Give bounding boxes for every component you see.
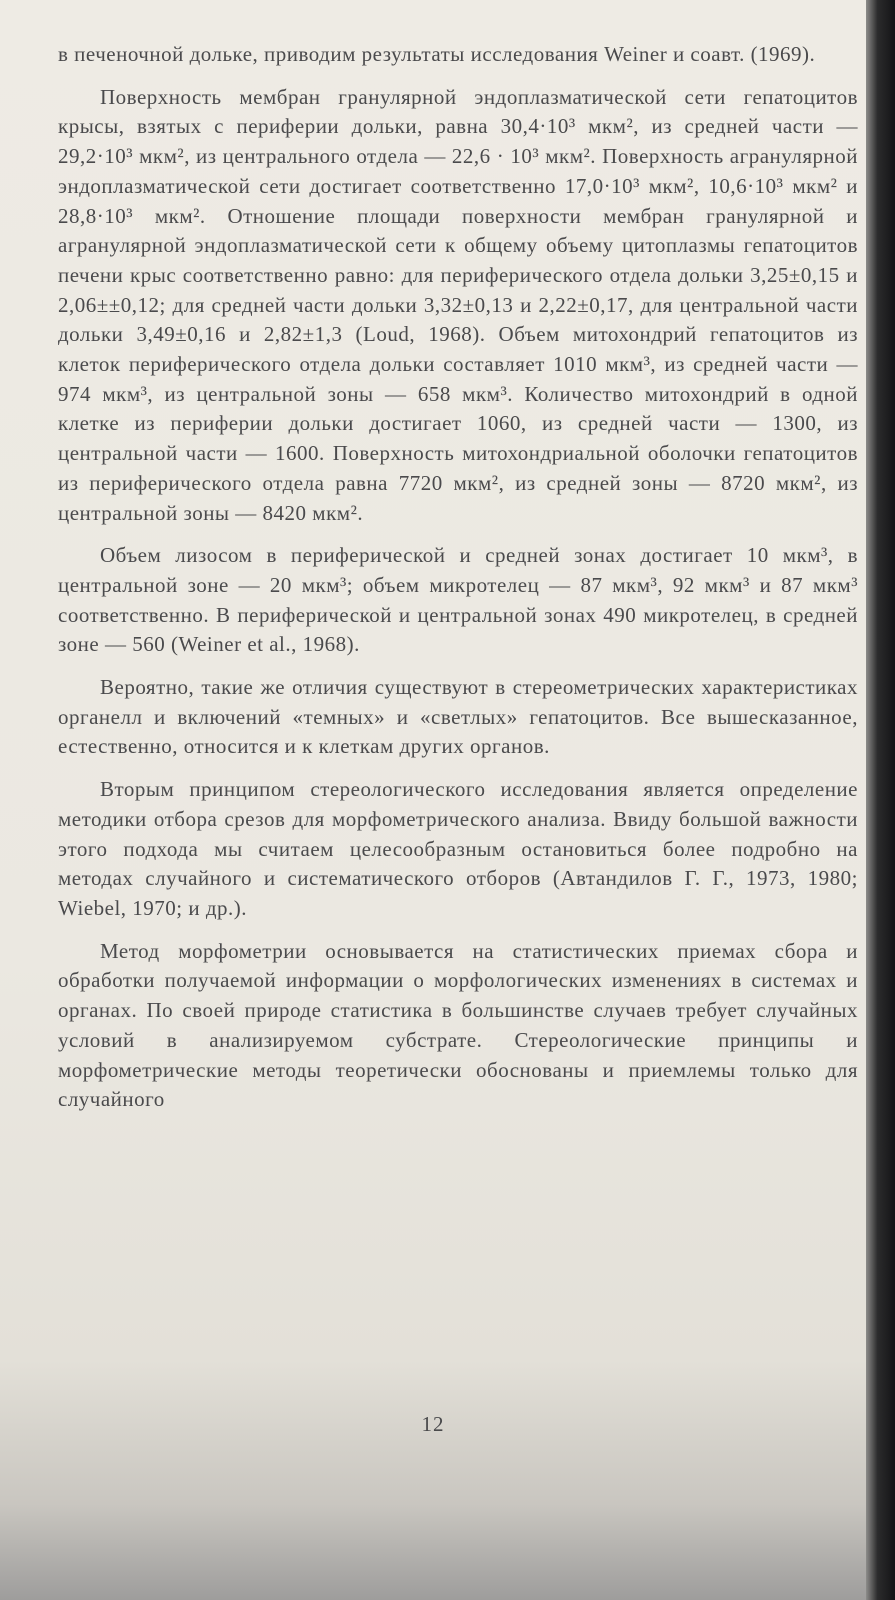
page-text-block bbox=[58, 40, 858, 1115]
paragraph-second-principle: Вторым принципом стереологического исследования является определение методики отбора срезов для морфометрического анализа. Ввиду большой важности этого подхода мы считаем целесообразным остановиться более подробно на методах случайного и систематического отборов (Автандилов Г. Г., 1973, 1980; Wiebel, 1970; и др.). bbox=[58, 777, 858, 920]
paragraph-continuation: в печеночной дольке, приводим результаты исследования Weiner и соавт. (1969). bbox=[58, 42, 816, 66]
page-number: 12 bbox=[421, 1412, 445, 1436]
paragraph-dark-light-hepatocytes: Вероятно, такие же отличия существуют в стереометрических характеристиках органелл и включений «темных» и «светлых» гепатоцитов. Все вышесказанное, естественно, относится и к клеткам других органов. bbox=[58, 675, 858, 759]
paragraph-membrane-surface: Поверхность мембран гранулярной эндоплазматической сети гепатоцитов крысы, взятых с периферии дольки, равна 30,4·10³ мкм², из средней части — 29,2·10³ мкм², из центрального отдела — 22,6 · 10³ мкм². Поверхность агранулярной эндоплазматической сети достигает соответственно 17,0·10³ мкм², 10,6·10³ мкм² и 28,8·10³ мкм². Отношение площади поверхности мембран гранулярной и агранулярной эндоплазматической сети к общему объему цитоплазмы гепатоцитов печени крыс соответственно равно: для периферического отдела дольки 3,25±0,15 и 2,06±±0,12; для средней части дольки 3,32±0,13 и 2,22±0,17, для центральной части дольки 3,49±0,16 и 2,82±1,3 (Loud, 1968). Объем митохондрий гепатоцитов из клеток периферического отдела дольки составляет 1010 мкм³, из средней части — 974 мкм³, из центральной зоны — 658 мкм³. Количество митохондрий в одной клетке из периферии дольки достигает 1060, из средней части — 1300, из центральной части — 1600. Поверхность митохондриальной оболочки гепатоцитов из периферического отдела равна 7720 мкм², из средней зоны — 8720 мкм², из центральной зоны — 8420 мкм². bbox=[58, 84, 858, 525]
paragraph-morphometry-method: Метод морфометрии основывается на статистических приемах сбора и обработки получаемой информации о морфологических изменениях в системах и органах. По своей природе статистика в большинстве случаев требует случайных условий в анализируемом субстрате. Стереологические принципы и морфометрические методы теоретически обоснованы и приемлемы только для случайного bbox=[58, 938, 858, 1112]
book-spine-shadow bbox=[866, 0, 895, 1600]
paragraph-lysosome-volume: Объем лизосом в периферической и средней зонах достигает 10 мкм³, в центральной зоне — 20 мкм³; объем микротелец — 87 мкм³, 92 мкм³ и 87 мкм³ соответственно. В периферической и центральной зонах 490 микротелец, в средней зоне — 560 (Weiner et al., 1968). bbox=[58, 543, 858, 657]
